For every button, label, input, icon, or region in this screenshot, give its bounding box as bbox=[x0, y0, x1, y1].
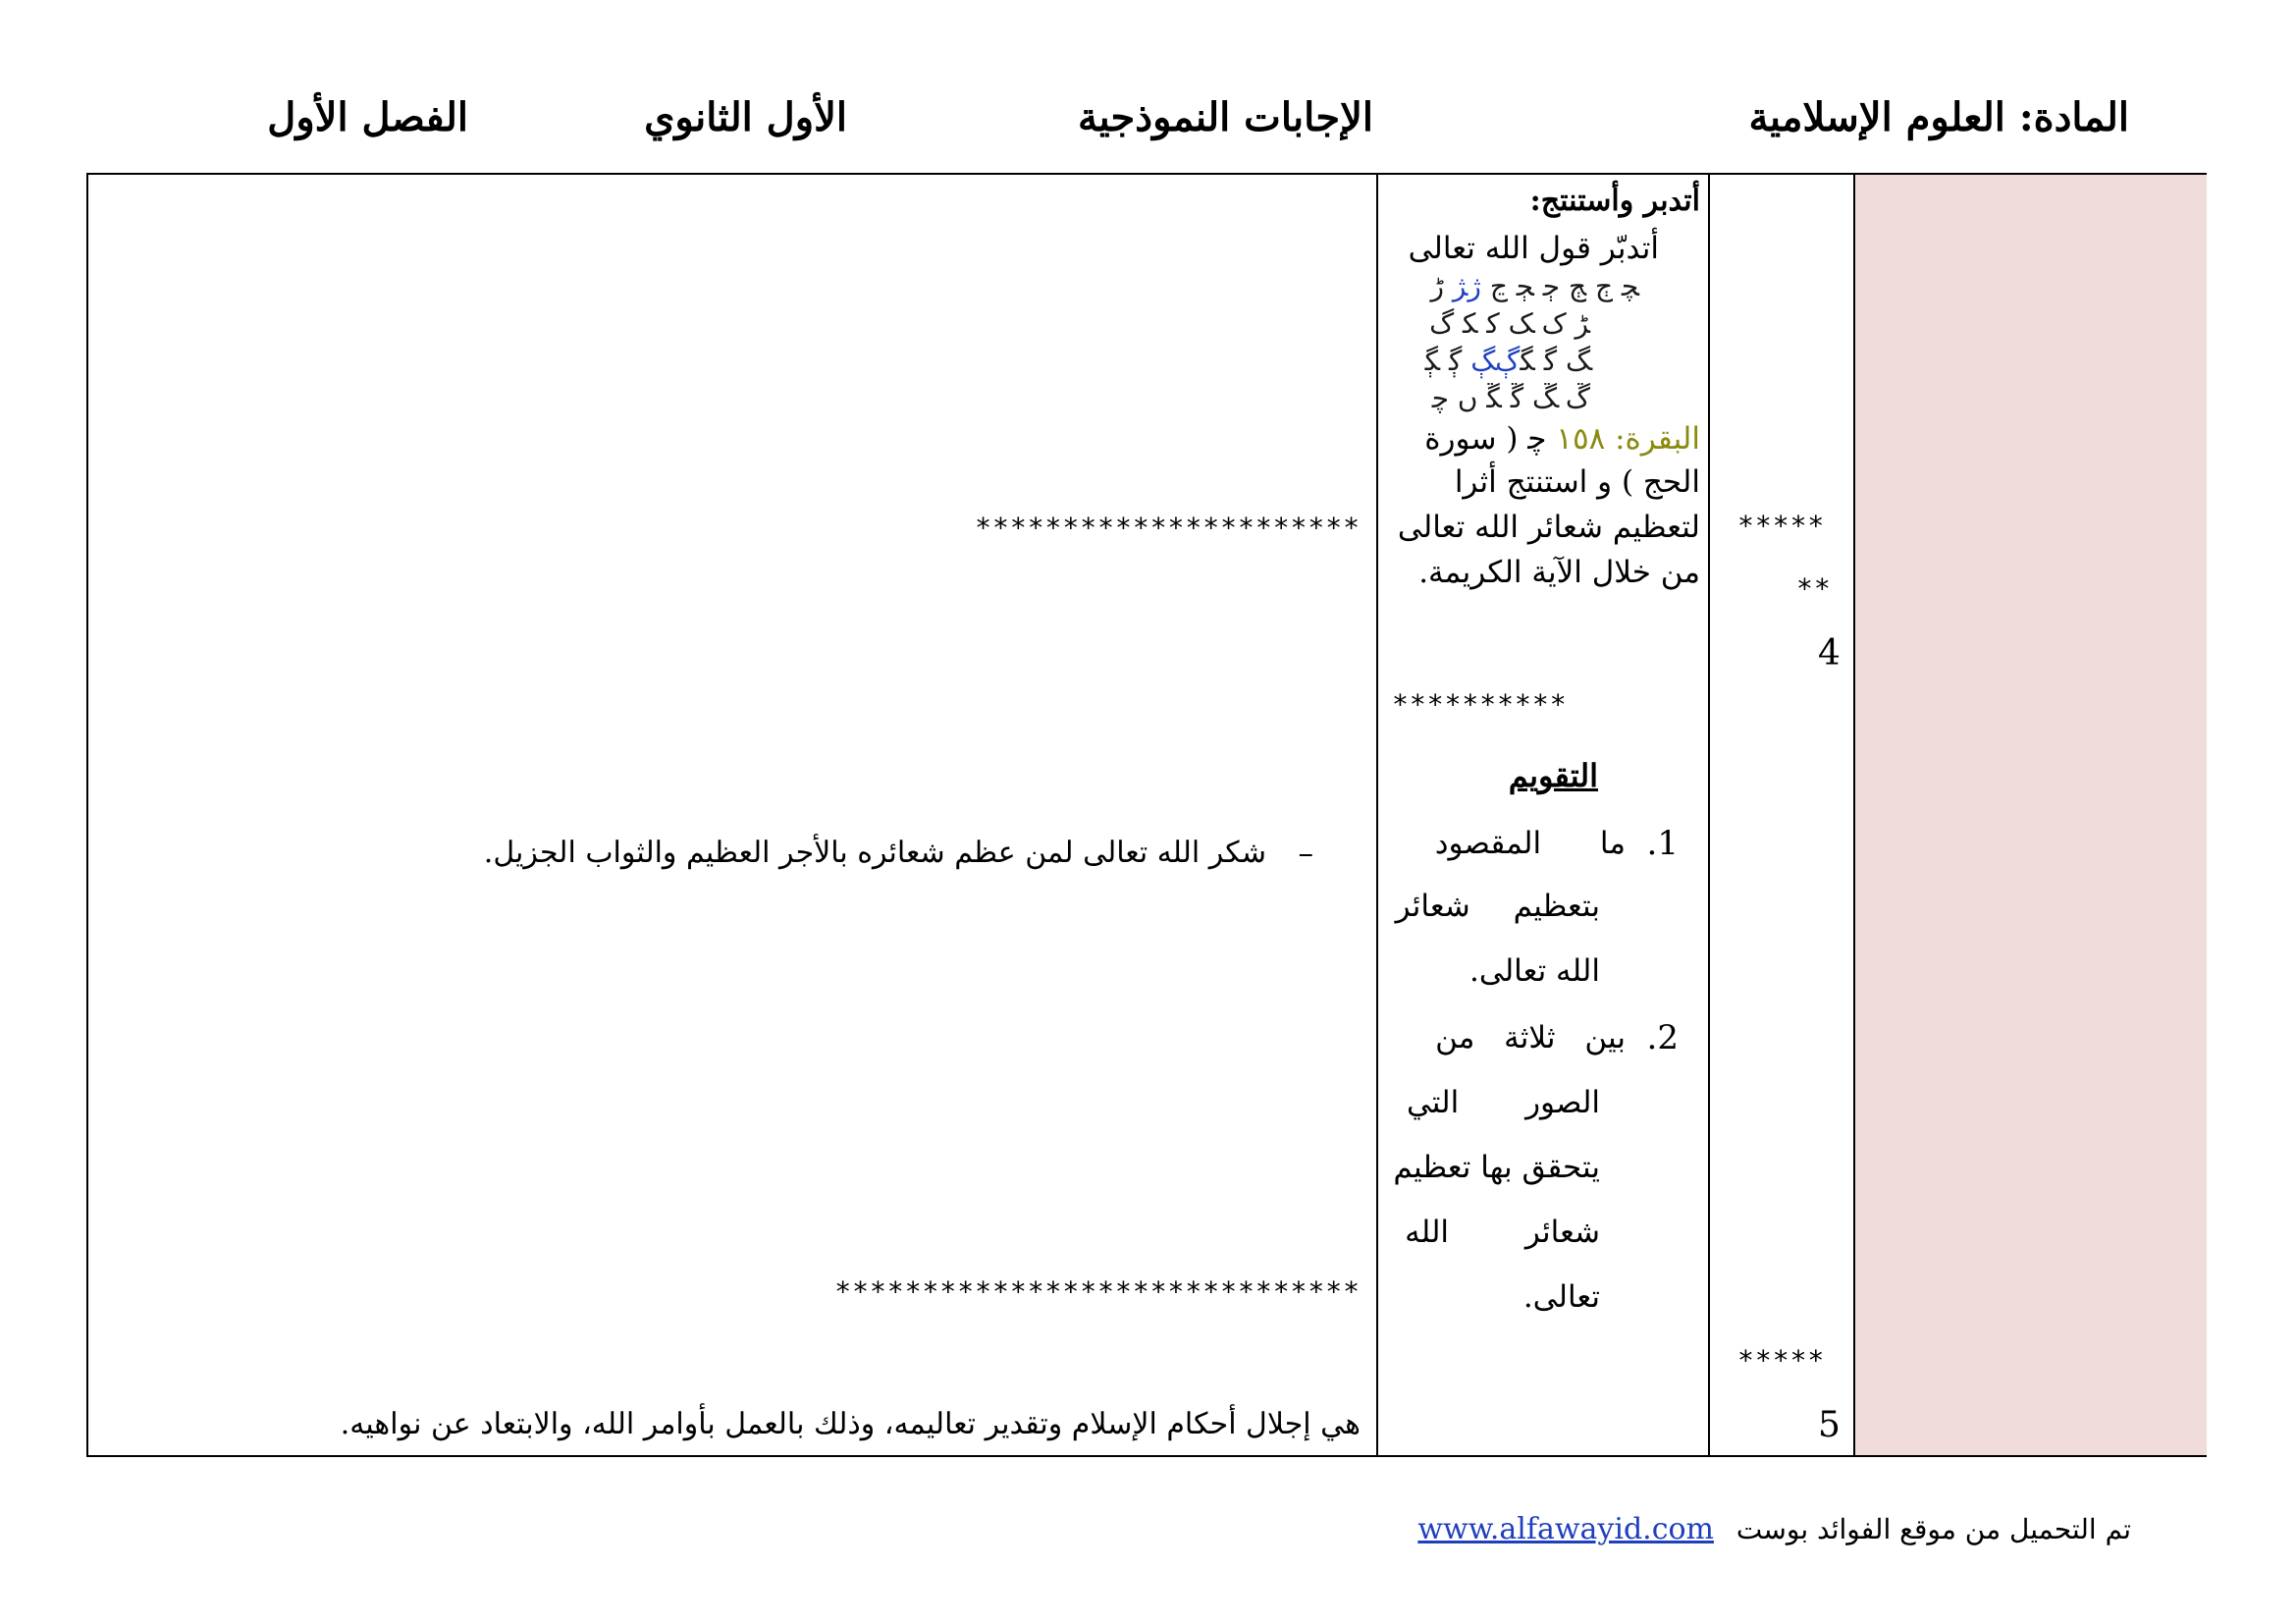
verse-number: ١٥٨ bbox=[1556, 421, 1606, 457]
question-2-line: تعالى. bbox=[1522, 1279, 1600, 1315]
question-1-line: بتعظيم شعائر bbox=[1395, 889, 1600, 924]
reference-rest: ﭼ ( سورة bbox=[1424, 421, 1547, 457]
answer-stars: ********************** bbox=[975, 512, 1361, 544]
verse-glyphs-a: ﭽ ﭲ ﭳ ﭴ ﭵ ﭶ bbox=[1489, 270, 1639, 302]
subject-label: المادة: العلوم الإسلامية bbox=[1748, 94, 2129, 140]
footer-text: تم التحميل من موقع الفوائد بوست bbox=[1735, 1513, 2131, 1545]
answers-column bbox=[88, 175, 1376, 1455]
footer bbox=[1417, 1512, 2131, 1546]
activity-line: الحج ) و استنتج أثرا bbox=[1454, 464, 1700, 500]
activity-line: من خلال الآية الكريمة. bbox=[1418, 555, 1700, 590]
answers-table bbox=[86, 173, 2207, 1457]
footer-link[interactable]: www.alfawayid.com bbox=[1417, 1512, 1714, 1546]
number-column bbox=[1708, 175, 1853, 1455]
answer-2: هي إجلال أحكام الإسلام وتقدير تعاليمه، وذلك بالعمل بأوامر الله، والابتعاد عن نواهيه. bbox=[340, 1407, 1361, 1441]
question-2-line: بين ثلاثة من bbox=[1435, 1020, 1626, 1056]
activity-line: أتدبّر قول الله تعالى bbox=[1408, 231, 1659, 266]
verse-glyphs-b: ﮊﮋ bbox=[1452, 270, 1481, 302]
verse-reference bbox=[1424, 421, 1700, 457]
question-2-line: شعائر الله bbox=[1405, 1215, 1600, 1250]
number-stars: ***** bbox=[1737, 1344, 1826, 1377]
item-number-5: 5 bbox=[1818, 1405, 1841, 1445]
verse-glyphs: ﮍ ﮎ ﮏ ﮐ ﮑ ﮒ bbox=[1429, 307, 1590, 340]
activity-stars: ********** bbox=[1392, 688, 1568, 721]
term-label: الفصل الأول bbox=[267, 94, 468, 140]
answer-stars: ****************************** bbox=[834, 1275, 1361, 1308]
verse-glyphs: ﮚ ﮛ ﮜ ﮝ ﮞ ﭼ bbox=[1431, 382, 1590, 414]
question-1-line: ما المقصود bbox=[1434, 826, 1626, 861]
verse-glyphs-c: ﮌ bbox=[1430, 270, 1445, 302]
verse-glyphs-d: ﮓ ﮔ ﮕ bbox=[1520, 345, 1590, 377]
number-stars: ** bbox=[1796, 572, 1832, 605]
sura-name: البقرة: bbox=[1615, 421, 1700, 457]
verse-glyphs bbox=[1424, 345, 1590, 377]
number-stars: ***** bbox=[1737, 510, 1826, 542]
question-2-line: الصور التي bbox=[1406, 1085, 1600, 1120]
activity-line: لتعظيم شعائر الله تعالى bbox=[1397, 510, 1700, 545]
activity-column bbox=[1376, 175, 1708, 1455]
verse-glyphs-e: ﮖﮗ bbox=[1470, 345, 1521, 377]
item-number-4: 4 bbox=[1818, 633, 1841, 674]
question-1-number: 1. bbox=[1646, 824, 1679, 863]
evaluation-heading: التقويم bbox=[1508, 757, 1598, 794]
question-2-line: يتحقق بها تعظيم bbox=[1393, 1150, 1600, 1185]
grade-label: الأول الثانوي bbox=[644, 94, 847, 140]
question-1-line: الله تعالى. bbox=[1469, 953, 1600, 989]
question-2-number: 2. bbox=[1646, 1018, 1679, 1057]
answer-1: شكر الله تعالى لمن عظم شعائره بالأجر العظيم والثواب الجزيل. bbox=[483, 836, 1266, 870]
activity-heading: أتدبر وأستنتج: bbox=[1529, 184, 1700, 218]
verse-glyphs-f: ﮘ ﮙ bbox=[1424, 345, 1463, 377]
verse-glyphs bbox=[1430, 270, 1639, 302]
page-title: الإجابات النموذجية bbox=[1078, 94, 1373, 140]
answer-dash: – bbox=[1298, 836, 1313, 871]
shaded-column bbox=[1853, 175, 2207, 1455]
